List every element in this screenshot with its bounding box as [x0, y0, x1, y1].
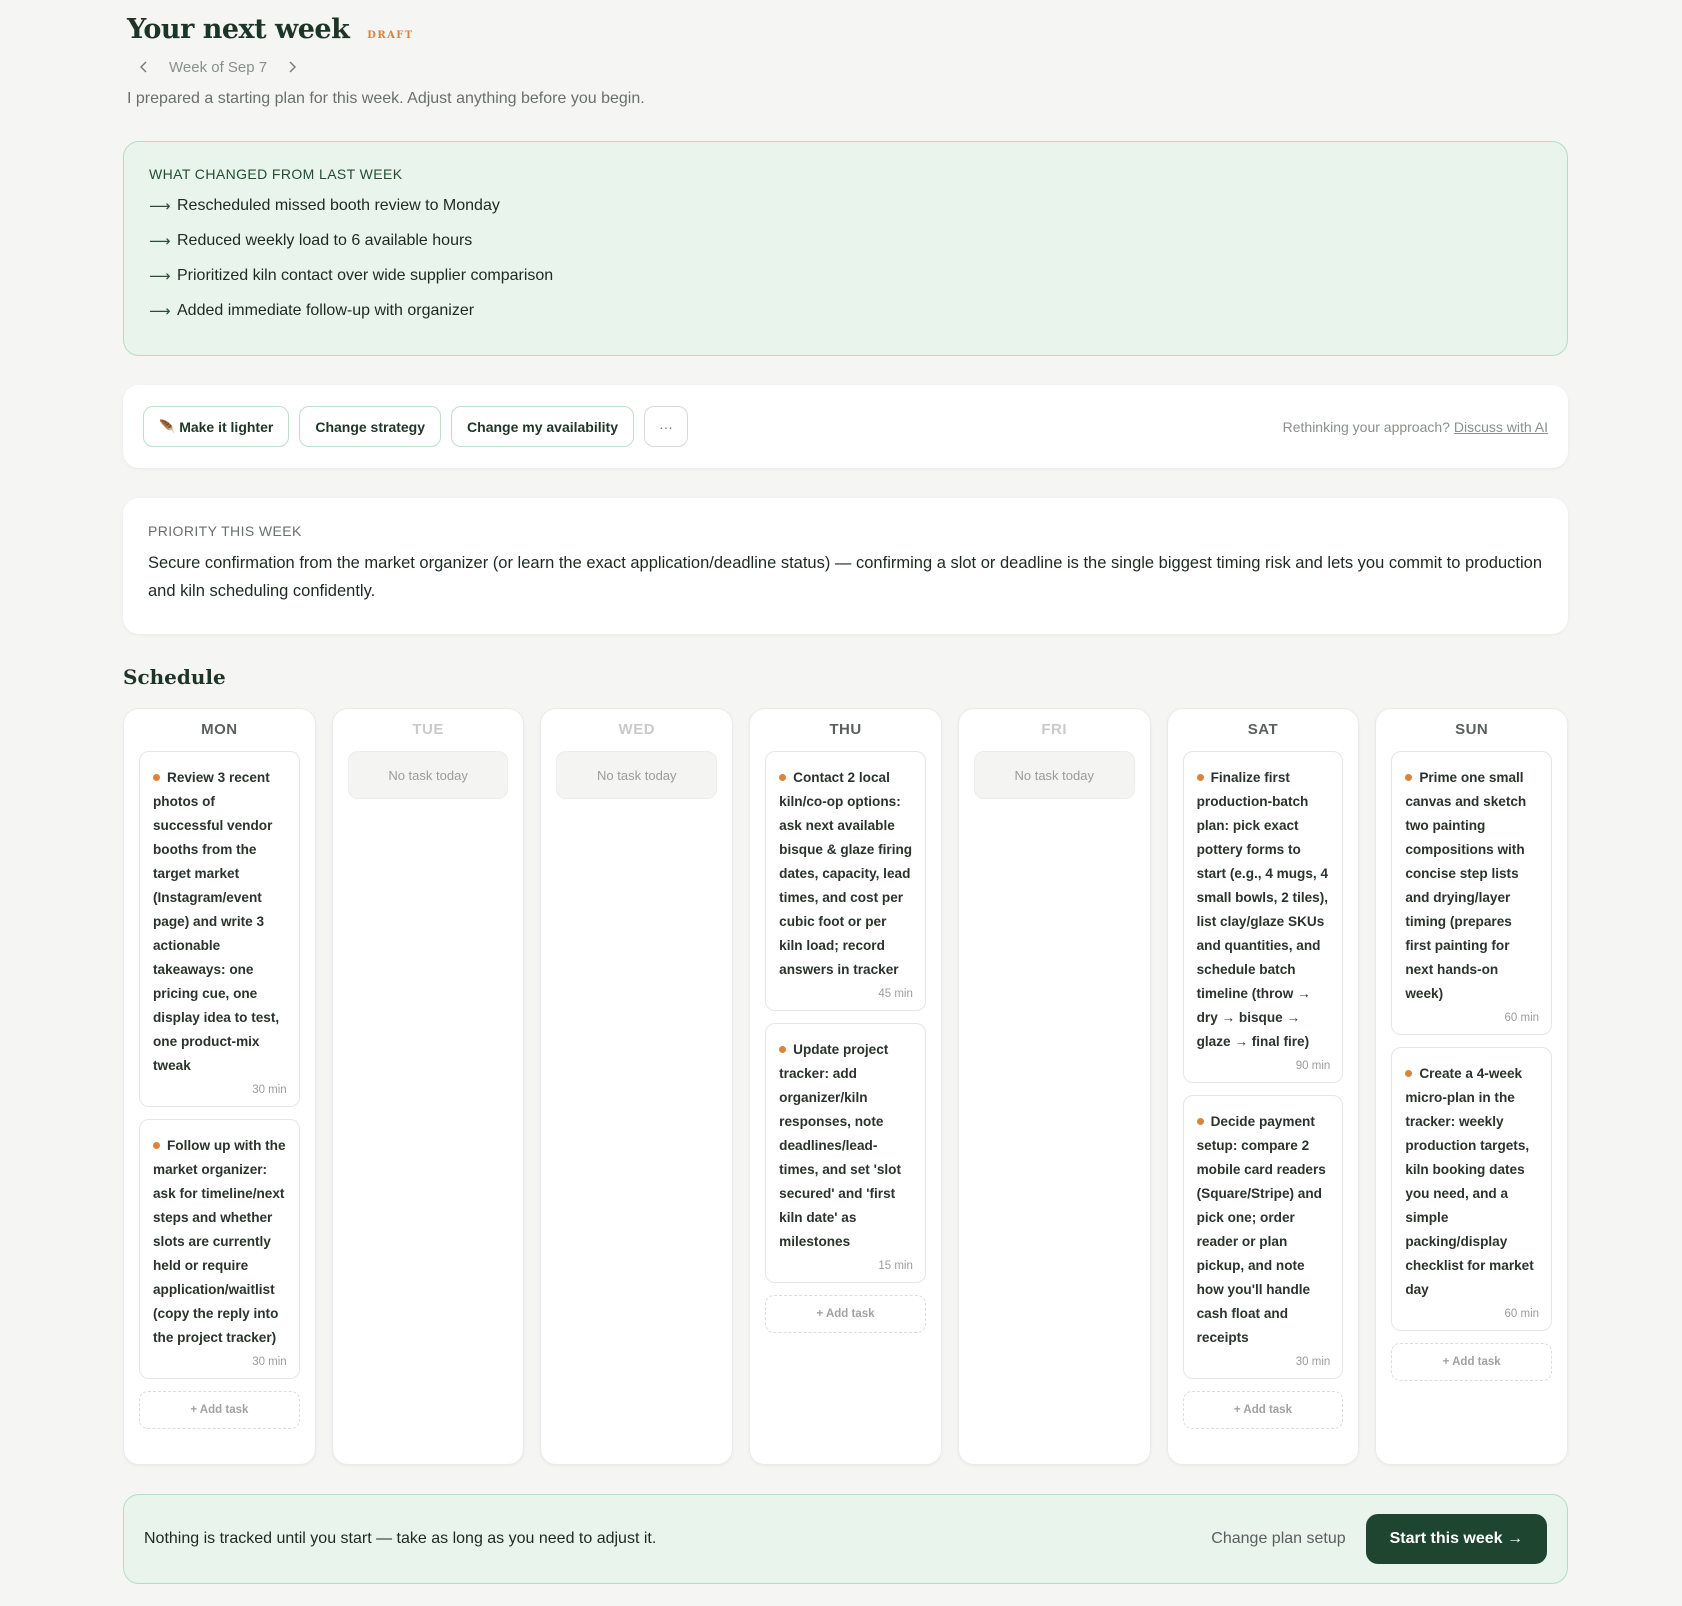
change-availability-button[interactable]: Change my availability	[451, 406, 634, 447]
change-item	[149, 293, 1542, 328]
status-dot-icon	[1405, 774, 1412, 781]
status-dot-icon	[1197, 1118, 1204, 1125]
task-text: Decide payment setup: compare 2 mobile card readers (Square/Stripe) and pick one; order reader or plan pickup, and note how you'll handle cash float and receipts	[1196, 1114, 1326, 1345]
task-text: Follow up with the market organizer: ask for timeline/next steps and whether slots are currently held or require application/waitlist (copy the reply into the project tracker)	[153, 1138, 286, 1345]
task-card[interactable]	[1183, 1095, 1344, 1379]
arrow-right-icon: ⟶	[149, 267, 171, 285]
make-lighter-button[interactable]	[143, 406, 289, 447]
next-week-button[interactable]	[281, 56, 303, 78]
day-column-tue	[332, 708, 525, 1465]
status-dot-icon	[153, 1142, 160, 1149]
add-task-button[interactable]: + Add task	[1391, 1343, 1552, 1381]
add-task-button[interactable]: + Add task	[139, 1391, 300, 1429]
changes-label: WHAT CHANGED FROM LAST WEEK	[149, 166, 403, 182]
task-card[interactable]	[1183, 751, 1344, 1083]
change-item-text: Reduced weekly load to 6 available hours	[177, 231, 473, 249]
status-dot-icon	[1197, 774, 1204, 781]
prev-week-button[interactable]	[133, 56, 155, 78]
page-subtitle: I prepared a starting plan for this week. Adjust anything before you begin.	[127, 90, 645, 107]
task-card[interactable]	[765, 751, 926, 1011]
task-card[interactable]	[1391, 1047, 1552, 1331]
task-text-wrap	[1197, 766, 1331, 1054]
day-header: SUN	[1455, 721, 1489, 738]
change-item	[149, 223, 1542, 258]
day-column-sat	[1167, 708, 1360, 1465]
task-card[interactable]	[139, 1119, 300, 1379]
footer-note: Nothing is tracked until you start — take as long as you need to adjust it.	[144, 1530, 657, 1547]
no-task-placeholder: No task today	[974, 751, 1135, 799]
task-text-wrap	[153, 766, 287, 1078]
feather-icon: 🪶	[159, 418, 176, 434]
task-duration: 30 min	[1295, 1356, 1331, 1368]
schedule-title: Schedule	[123, 665, 226, 689]
task-text: Create a 4-week micro-plan in the tracker: weekly production targets, kiln booking dates you need, and a simple packing/display checklist for market day	[1405, 1066, 1534, 1297]
rethink-text: Rethinking your approach?	[1282, 418, 1450, 435]
changes-list	[149, 188, 1542, 328]
task-duration: 45 min	[878, 988, 913, 1000]
priority-text: Secure confirmation from the market organizer (or learn the exact application/deadline status) — confirming a slot or deadline is the single biggest timing risk and lets you commit to production and kiln scheduling confidently.	[148, 554, 1543, 600]
status-dot-icon	[153, 774, 160, 781]
task-text-wrap	[1405, 766, 1539, 1006]
day-header: WED	[618, 721, 656, 738]
task-text: Finalize first production-batch plan: pick exact pottery forms to start (e.g., 4 mugs, 4 small bowls, 2 tiles), list clay/glaze SKUs and quantities, and schedule batch timeline (throw → dry → bisque → glaze → final fire)	[1196, 770, 1329, 1049]
task-duration: 60 min	[1504, 1012, 1540, 1024]
change-item	[149, 258, 1542, 293]
actions-bar	[123, 385, 1568, 468]
change-item	[149, 188, 1542, 223]
arrow-right-icon: ⟶	[149, 232, 171, 250]
add-task-button[interactable]: + Add task	[1183, 1391, 1344, 1429]
footer-bar	[123, 1494, 1568, 1584]
change-item-text: Added immediate follow-up with organizer	[177, 301, 475, 319]
task-duration: 60 min	[1504, 1308, 1540, 1320]
task-duration: 90 min	[1295, 1060, 1331, 1072]
task-card[interactable]	[1391, 751, 1552, 1035]
change-item-text: Rescheduled missed booth review to Monday	[177, 196, 500, 214]
change-item-text: Prioritized kiln contact over wide supplier comparison	[177, 266, 554, 284]
day-column-mon	[123, 708, 316, 1465]
start-week-button[interactable]: Start this week →	[1366, 1514, 1547, 1564]
week-label: Week of Sep 7	[169, 58, 268, 76]
no-task-placeholder: No task today	[348, 751, 509, 799]
task-card[interactable]	[139, 751, 300, 1107]
task-card[interactable]	[765, 1023, 926, 1283]
status-dot-icon	[779, 774, 786, 781]
day-header: MON	[201, 721, 238, 738]
day-column-thu	[749, 708, 942, 1465]
task-text: Contact 2 local kiln/co-op options: ask next available bisque & glaze firing dates, capacity, lead times, and cost per cubic foot or per kiln load; record answers in tracker	[779, 770, 913, 977]
chevron-right-icon	[286, 61, 298, 73]
task-duration: 30 min	[252, 1084, 287, 1096]
schedule-grid	[123, 708, 1568, 1465]
day-header: TUE	[412, 721, 444, 738]
changes-panel	[123, 141, 1568, 356]
day-column-wed	[540, 708, 733, 1465]
day-header: SAT	[1247, 721, 1279, 738]
task-text-wrap	[779, 766, 913, 982]
more-options-button[interactable]: ···	[644, 406, 688, 447]
week-navigator	[133, 56, 303, 78]
task-duration: 30 min	[252, 1356, 287, 1368]
discuss-with-ai-link[interactable]: Discuss with AI	[1453, 418, 1548, 435]
task-text: Update project tracker: add organizer/kiln responses, note deadlines/lead-times, and set 'slot secured' and 'first kiln date' as milestones	[779, 1042, 901, 1249]
day-column-fri	[958, 708, 1151, 1465]
day-column-sun	[1375, 708, 1568, 1465]
task-duration: 15 min	[878, 1260, 913, 1272]
day-header: FRI	[1041, 721, 1068, 738]
change-plan-setup-link[interactable]: Change plan setup	[1211, 1530, 1346, 1547]
arrow-right-icon: ⟶	[149, 302, 171, 320]
task-text: Prime one small canvas and sketch two painting compositions with concise step lists and drying/layer timing (prepares first painting for next hands-on week)	[1405, 770, 1527, 1001]
rethink-prompt	[1283, 419, 1548, 435]
priority-label: PRIORITY THIS WEEK	[148, 523, 302, 539]
no-task-placeholder: No task today	[556, 751, 717, 799]
task-text-wrap	[1405, 1062, 1539, 1302]
chevron-left-icon	[138, 61, 150, 73]
task-text: Review 3 recent photos of successful vendor booths from the target market (Instagram/event page) and write 3 actionable takeaways: one pricing cue, one display idea to test, one product-mix tweak	[153, 770, 280, 1073]
task-text-wrap	[1197, 1110, 1331, 1350]
add-task-button[interactable]: + Add task	[765, 1295, 926, 1333]
draft-badge: DRAFT	[367, 30, 414, 41]
task-text-wrap	[153, 1134, 287, 1350]
priority-panel	[123, 498, 1568, 634]
page-title: Your next week	[127, 14, 350, 45]
status-dot-icon	[1405, 1070, 1412, 1077]
change-strategy-button[interactable]: Change strategy	[299, 406, 441, 447]
task-text-wrap	[779, 1038, 913, 1254]
arrow-right-icon: ⟶	[149, 197, 171, 215]
status-dot-icon	[779, 1046, 786, 1053]
day-header: THU	[829, 721, 862, 738]
make-lighter-label: Make it lighter	[179, 418, 274, 435]
title-row	[127, 14, 414, 45]
